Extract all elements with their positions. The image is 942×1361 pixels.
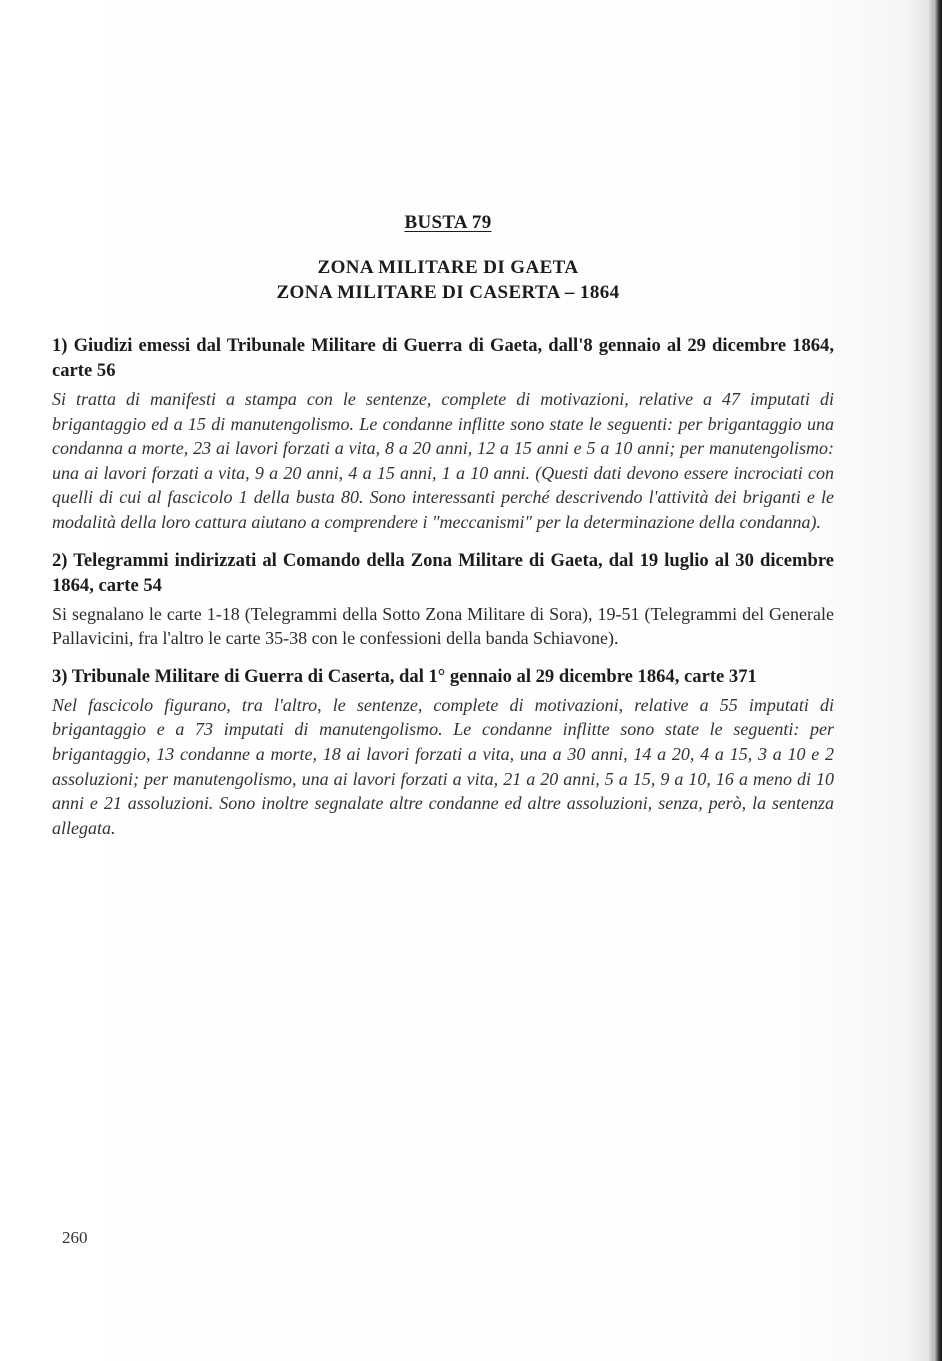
entry-2-description: Si segnalano le carte 1-18 (Telegrammi della Sotto Zona Militare di Sora), 19-51 (Telegrammi del Generale Pallavicini, fra l'altro le carte 35-38 con le confessioni della banda Schiavone). <box>52 603 834 649</box>
page-number: 260 <box>62 1228 88 1247</box>
zona-caserta-heading: ZONA MILITARE DI CASERTA – 1864 <box>276 282 620 303</box>
busta-title: BUSTA 79 <box>404 212 492 233</box>
entry-1-title: 1) Giudizi emessi dal Tribunale Militare di Guerra di Gaeta, dall'8 gennaio al 29 dicembre 1864, carte 56 <box>52 335 834 381</box>
document-content <box>52 333 834 853</box>
entry-3-title: 3) Tribunale Militare di Guerra di Caserta, dal 1° gennaio al 29 dicembre 1864, carte 371 <box>52 665 757 687</box>
zona-gaeta-heading: ZONA MILITARE DI GAETA <box>317 257 579 278</box>
entry-3 <box>52 664 834 841</box>
page-header <box>0 212 896 305</box>
entry-2 <box>52 548 834 651</box>
entry-2-title: 2) Telegrammi indirizzati al Comando della Zona Militare di Gaeta, dal 19 luglio al 30 dicembre 1864, carte 54 <box>52 549 834 596</box>
entry-1 <box>52 333 834 535</box>
entry-1-description: Si tratta di manifesti a stampa con le sentenze, complete di motivazioni, relative a 47 imputati di brigantaggio ed a 15 di manutengolismo. Le condanne inflitte sono state le seguenti: per brigantaggio una condanna a morte, 23 ai lavori forzati a vita, 8 a 20 anni, 12 a 15 anni e 5 a 10 anni; per manutengolismo: una ai lavori forzati a vita, 9 a 20 anni, 4 a 15 anni, 1 a 10 anni. (Questi dati devono essere incrociati con quelli di cui al fascicolo 1 della busta 80. Sono interessanti perché descrivendo l'attività dei briganti e le modalità della loro cattura aiutano a comprendere i "meccanismi" per la determinazione della condanna). <box>52 389 834 532</box>
book-spine-shadow <box>934 0 942 1361</box>
entry-3-description: Nel fascicolo figurano, tra l'altro, le sentenze, complete di motivazioni, relative a 55 imputati di brigantaggio e a 73 imputati di manutengolismo. Le condanne inflitte sono state le seguenti: per brigantaggio, 13 condanne a morte, 18 ai lavori forzati a vita, una a 30 anni, 14 a 20, 4 a 15, 3 a 10 e 2 assoluzioni; per manutengolismo, una ai lavori forzati a vita, 21 a 20 anni, 5 a 15, 9 a 10, 16 a meno di 10 anni e 21 assoluzioni. Sono inoltre segnalate altre condanne ed altre assoluzioni, senza, però, la sentenza allegata. <box>52 694 834 838</box>
